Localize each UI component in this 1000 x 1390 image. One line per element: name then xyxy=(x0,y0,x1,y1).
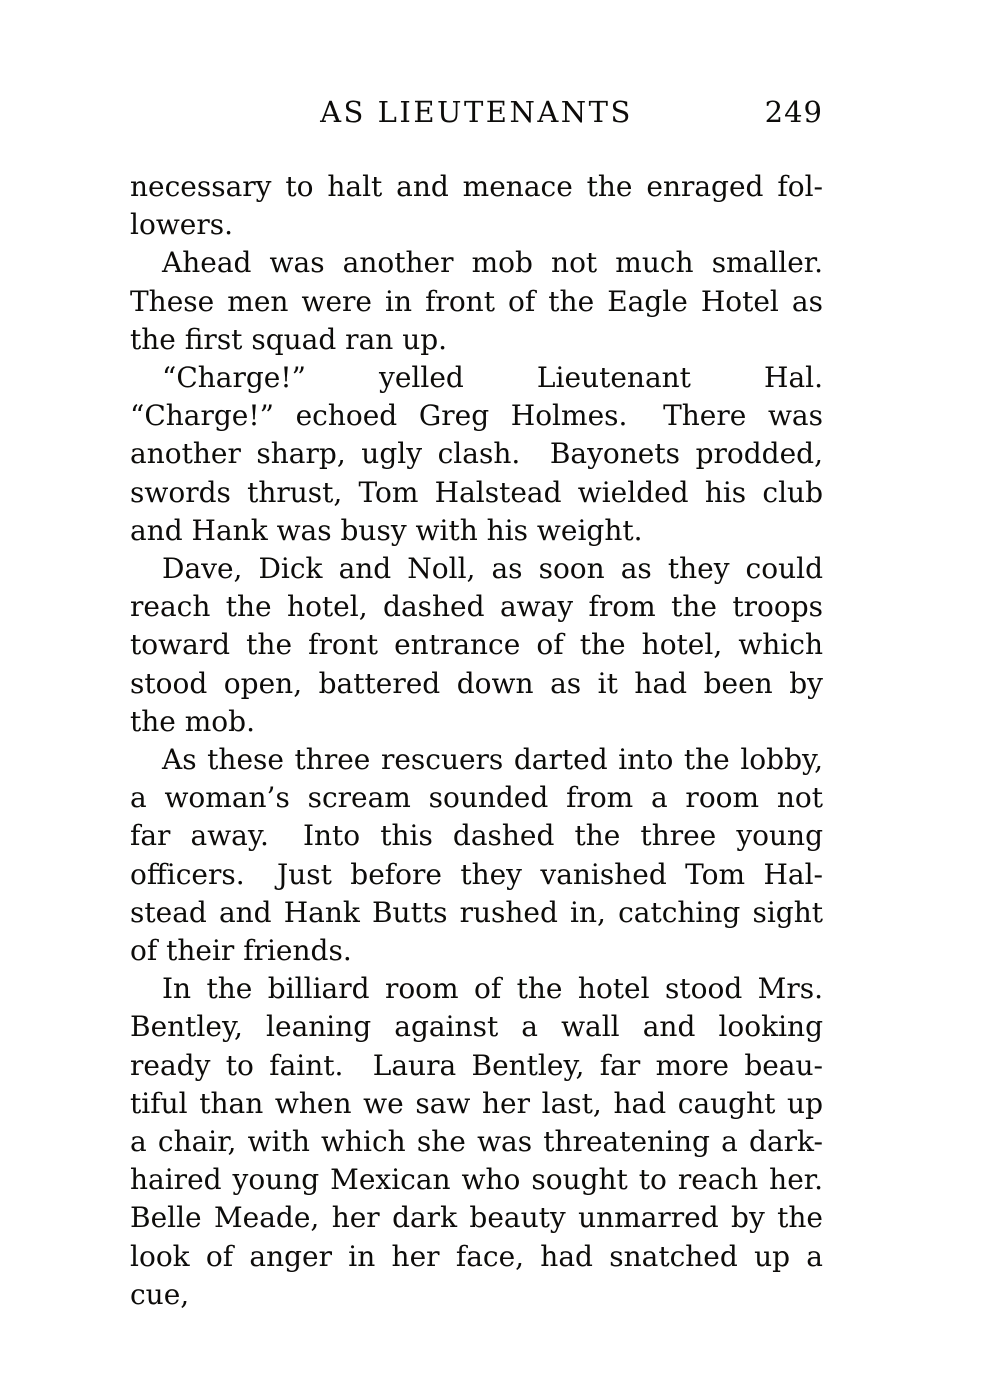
paragraph xyxy=(130,244,823,359)
paragraph xyxy=(130,168,823,244)
text-line: officers. Just before they vanished Tom Hal- xyxy=(130,857,823,891)
text-line: haired young Mexican who sought to reach her. xyxy=(130,1163,823,1197)
text-line: swords thrust, Tom Halstead wielded his club xyxy=(130,475,823,509)
text-block xyxy=(130,168,823,1314)
chapter-title: AS LIEUTENANTS xyxy=(320,95,633,129)
text-line: far away. Into this dashed the three young xyxy=(130,819,823,853)
text-line: of their friends. xyxy=(130,934,352,968)
text-line: tiful than when we saw her last, had caught up xyxy=(130,1086,823,1120)
text-line: a chair, with which she was threatening a dark- xyxy=(130,1125,823,1159)
text-line: stead and Hank Butts rushed in, catching sight xyxy=(130,895,823,929)
paragraph xyxy=(130,970,823,1314)
text-line: These men were in front of the Eagle Hotel as xyxy=(130,284,823,318)
text-line: In the billiard room of the hotel stood Mrs. xyxy=(162,972,823,1006)
text-line: necessary to halt and menace the enraged fol- xyxy=(130,170,823,203)
paragraph xyxy=(130,741,823,970)
text-line: another sharp, ugly clash. Bayonets prodded, xyxy=(130,437,823,471)
text-line: As these three rescuers darted into the lobby, xyxy=(162,743,823,777)
page-number: 249 xyxy=(764,95,823,129)
text-line: Dave, Dick and Noll, as soon as they could xyxy=(162,552,823,586)
paragraph xyxy=(130,550,823,741)
book-page xyxy=(130,94,823,1314)
text-line: Bentley, leaning against a wall and looking xyxy=(130,1010,823,1044)
text-line: “Charge!” echoed Greg Holmes. There was xyxy=(130,399,823,433)
text-line: and Hank was busy with his weight. xyxy=(130,513,643,547)
text-line: the first squad ran up. xyxy=(130,322,448,356)
text-line: the mob. xyxy=(130,704,255,738)
text-line: stood open, battered down as it had been by xyxy=(130,666,823,700)
text-line: a woman’s scream sounded from a room not xyxy=(130,781,823,815)
text-line: Ahead was another mob not much smaller. xyxy=(162,246,823,280)
text-line: toward the front entrance of the hotel, which xyxy=(130,628,823,662)
text-line: “Charge!” yelled Lieutenant Hal. xyxy=(162,361,823,395)
text-line: reach the hotel, dashed away from the troops xyxy=(130,590,823,624)
text-line: lowers. xyxy=(130,208,234,242)
running-head xyxy=(130,94,823,132)
text-line: Belle Meade, her dark beauty unmarred by the xyxy=(130,1201,823,1235)
text-line: ready to faint. Laura Bentley, far more beau- xyxy=(130,1048,823,1082)
text-line: look of anger in her face, had snatched up a cue, xyxy=(130,1239,823,1311)
paragraph xyxy=(130,359,823,550)
